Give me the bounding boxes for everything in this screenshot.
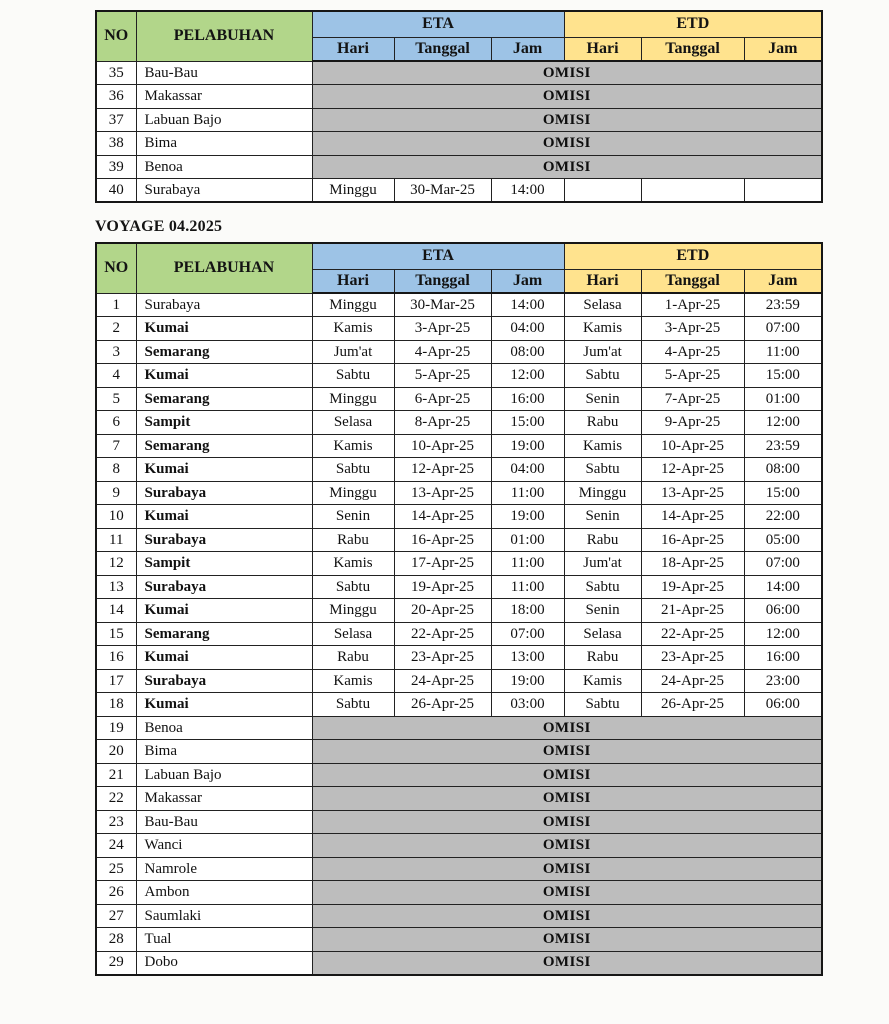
eta-jam-cell: 19:00	[491, 669, 564, 693]
row-number: 17	[96, 669, 136, 693]
port-name: Labuan Bajo	[136, 108, 312, 132]
eta-hari-cell: Senin	[312, 505, 394, 529]
etd-hari-cell	[564, 179, 641, 203]
port-name: Semarang	[136, 340, 312, 364]
eta-tanggal-cell: 20-Apr-25	[394, 599, 491, 623]
omisi-cell: OMISI	[312, 857, 822, 881]
etd-jam-cell: 16:00	[744, 646, 822, 670]
row-number: 20	[96, 740, 136, 764]
etd-tanggal-cell: 12-Apr-25	[641, 458, 744, 482]
table-row	[96, 387, 822, 411]
table-row	[96, 740, 822, 764]
table-row	[96, 317, 822, 341]
port-name: Kumai	[136, 317, 312, 341]
eta-hari-cell: Minggu	[312, 293, 394, 317]
voyage-04-rows	[96, 293, 822, 975]
table-row	[96, 622, 822, 646]
table-row	[96, 411, 822, 435]
port-name: Sampit	[136, 552, 312, 576]
table-row	[96, 85, 822, 109]
etd-tanggal-cell: 4-Apr-25	[641, 340, 744, 364]
omisi-cell: OMISI	[312, 928, 822, 952]
row-number: 6	[96, 411, 136, 435]
row-number: 25	[96, 857, 136, 881]
table-row	[96, 951, 822, 975]
port-name: Kumai	[136, 458, 312, 482]
port-name: Namrole	[136, 857, 312, 881]
row-number: 36	[96, 85, 136, 109]
row-number: 38	[96, 132, 136, 156]
etd-jam-cell: 14:00	[744, 575, 822, 599]
table-row	[96, 155, 822, 179]
col-header-eta-hari: Hari	[312, 269, 394, 293]
eta-hari-cell: Kamis	[312, 434, 394, 458]
omisi-cell: OMISI	[312, 85, 822, 109]
eta-tanggal-cell: 17-Apr-25	[394, 552, 491, 576]
etd-jam-cell: 06:00	[744, 693, 822, 717]
eta-hari-cell: Sabtu	[312, 458, 394, 482]
row-number: 15	[96, 622, 136, 646]
eta-hari-cell: Rabu	[312, 646, 394, 670]
eta-tanggal-cell: 26-Apr-25	[394, 693, 491, 717]
etd-hari-cell: Minggu	[564, 481, 641, 505]
eta-jam-cell: 14:00	[491, 293, 564, 317]
row-number: 23	[96, 810, 136, 834]
previous-voyage-rows	[96, 61, 822, 202]
row-number: 24	[96, 834, 136, 858]
col-group-etd: ETD	[564, 11, 822, 37]
eta-hari-cell: Sabtu	[312, 575, 394, 599]
etd-hari-cell: Senin	[564, 505, 641, 529]
voyage-04-2025-table	[95, 242, 823, 976]
port-name: Bima	[136, 740, 312, 764]
table-row	[96, 505, 822, 529]
etd-hari-cell: Jum'at	[564, 340, 641, 364]
port-name: Surabaya	[136, 528, 312, 552]
port-name: Kumai	[136, 364, 312, 388]
eta-tanggal-cell: 14-Apr-25	[394, 505, 491, 529]
row-number: 26	[96, 881, 136, 905]
row-number: 19	[96, 716, 136, 740]
etd-jam-cell: 15:00	[744, 364, 822, 388]
eta-tanggal-cell: 30-Mar-25	[394, 179, 491, 203]
omisi-cell: OMISI	[312, 834, 822, 858]
etd-tanggal-cell: 3-Apr-25	[641, 317, 744, 341]
col-header-eta-tanggal: Tanggal	[394, 37, 491, 61]
etd-tanggal-cell: 23-Apr-25	[641, 646, 744, 670]
etd-hari-cell: Jum'at	[564, 552, 641, 576]
port-name: Ambon	[136, 881, 312, 905]
row-number: 13	[96, 575, 136, 599]
etd-hari-cell: Kamis	[564, 434, 641, 458]
eta-tanggal-cell: 23-Apr-25	[394, 646, 491, 670]
row-number: 9	[96, 481, 136, 505]
eta-tanggal-cell: 22-Apr-25	[394, 622, 491, 646]
etd-tanggal-cell: 16-Apr-25	[641, 528, 744, 552]
port-name: Kumai	[136, 599, 312, 623]
col-header-pelabuhan: PELABUHAN	[136, 11, 312, 61]
voyage-number-heading: VOYAGE 04.2025	[95, 218, 223, 235]
etd-tanggal-cell: 1-Apr-25	[641, 293, 744, 317]
eta-hari-cell: Minggu	[312, 481, 394, 505]
port-name: Wanci	[136, 834, 312, 858]
port-name: Surabaya	[136, 179, 312, 203]
eta-tanggal-cell: 19-Apr-25	[394, 575, 491, 599]
omisi-cell: OMISI	[312, 763, 822, 787]
etd-hari-cell: Rabu	[564, 411, 641, 435]
table-row	[96, 834, 822, 858]
row-number: 37	[96, 108, 136, 132]
port-name: Sampit	[136, 411, 312, 435]
eta-tanggal-cell: 4-Apr-25	[394, 340, 491, 364]
etd-jam-cell: 12:00	[744, 411, 822, 435]
table-row	[96, 787, 822, 811]
eta-jam-cell: 11:00	[491, 575, 564, 599]
col-header-no: NO	[96, 11, 136, 61]
eta-hari-cell: Selasa	[312, 411, 394, 435]
row-number: 40	[96, 179, 136, 203]
omisi-cell: OMISI	[312, 904, 822, 928]
port-name: Surabaya	[136, 669, 312, 693]
table-row	[96, 528, 822, 552]
etd-tanggal-cell: 19-Apr-25	[641, 575, 744, 599]
omisi-cell: OMISI	[312, 155, 822, 179]
row-number: 12	[96, 552, 136, 576]
etd-tanggal-cell: 13-Apr-25	[641, 481, 744, 505]
etd-jam-cell: 08:00	[744, 458, 822, 482]
etd-jam-cell: 05:00	[744, 528, 822, 552]
eta-jam-cell: 15:00	[491, 411, 564, 435]
row-number: 35	[96, 61, 136, 85]
etd-tanggal-cell	[641, 179, 744, 203]
etd-jam-cell: 23:59	[744, 293, 822, 317]
table-row	[96, 646, 822, 670]
etd-hari-cell: Selasa	[564, 293, 641, 317]
omisi-cell: OMISI	[312, 716, 822, 740]
etd-tanggal-cell: 18-Apr-25	[641, 552, 744, 576]
row-number: 14	[96, 599, 136, 623]
port-name: Surabaya	[136, 481, 312, 505]
eta-hari-cell: Minggu	[312, 179, 394, 203]
table-row	[96, 552, 822, 576]
etd-tanggal-cell: 14-Apr-25	[641, 505, 744, 529]
omisi-cell: OMISI	[312, 951, 822, 975]
row-number: 3	[96, 340, 136, 364]
etd-jam-cell: 11:00	[744, 340, 822, 364]
port-name: Benoa	[136, 716, 312, 740]
col-header-etd-tanggal: Tanggal	[641, 37, 744, 61]
port-name: Makassar	[136, 85, 312, 109]
table-row	[96, 904, 822, 928]
port-name: Semarang	[136, 387, 312, 411]
table-row	[96, 481, 822, 505]
etd-tanggal-cell: 24-Apr-25	[641, 669, 744, 693]
col-header-eta-jam: Jam	[491, 269, 564, 293]
eta-jam-cell: 12:00	[491, 364, 564, 388]
eta-hari-cell: Jum'at	[312, 340, 394, 364]
eta-hari-cell: Kamis	[312, 317, 394, 341]
table-row	[96, 458, 822, 482]
port-name: Bima	[136, 132, 312, 156]
row-number: 1	[96, 293, 136, 317]
port-name: Labuan Bajo	[136, 763, 312, 787]
etd-hari-cell: Sabtu	[564, 575, 641, 599]
table-row	[96, 364, 822, 388]
etd-hari-cell: Sabtu	[564, 364, 641, 388]
col-header-etd-jam: Jam	[744, 269, 822, 293]
etd-jam-cell: 01:00	[744, 387, 822, 411]
col-header-etd-tanggal: Tanggal	[641, 269, 744, 293]
etd-hari-cell: Senin	[564, 599, 641, 623]
eta-tanggal-cell: 12-Apr-25	[394, 458, 491, 482]
eta-hari-cell: Sabtu	[312, 364, 394, 388]
eta-jam-cell: 18:00	[491, 599, 564, 623]
eta-jam-cell: 07:00	[491, 622, 564, 646]
row-number: 18	[96, 693, 136, 717]
eta-jam-cell: 03:00	[491, 693, 564, 717]
port-name: Dobo	[136, 951, 312, 975]
eta-jam-cell: 11:00	[491, 552, 564, 576]
port-name: Kumai	[136, 646, 312, 670]
col-header-etd-hari: Hari	[564, 37, 641, 61]
etd-tanggal-cell: 9-Apr-25	[641, 411, 744, 435]
col-group-etd: ETD	[564, 243, 822, 269]
etd-hari-cell: Rabu	[564, 646, 641, 670]
table-row	[96, 857, 822, 881]
port-name: Bau-Bau	[136, 810, 312, 834]
omisi-cell: OMISI	[312, 787, 822, 811]
eta-hari-cell: Sabtu	[312, 693, 394, 717]
etd-tanggal-cell: 26-Apr-25	[641, 693, 744, 717]
port-name: Saumlaki	[136, 904, 312, 928]
port-name: Tual	[136, 928, 312, 952]
col-header-eta-jam: Jam	[491, 37, 564, 61]
omisi-cell: OMISI	[312, 810, 822, 834]
etd-hari-cell: Kamis	[564, 317, 641, 341]
col-group-eta: ETA	[312, 11, 564, 37]
omisi-cell: OMISI	[312, 881, 822, 905]
eta-hari-cell: Kamis	[312, 669, 394, 693]
etd-jam-cell: 12:00	[744, 622, 822, 646]
etd-hari-cell: Senin	[564, 387, 641, 411]
etd-jam-cell: 22:00	[744, 505, 822, 529]
etd-jam-cell: 07:00	[744, 552, 822, 576]
etd-tanggal-cell: 7-Apr-25	[641, 387, 744, 411]
etd-tanggal-cell: 22-Apr-25	[641, 622, 744, 646]
eta-hari-cell: Rabu	[312, 528, 394, 552]
etd-jam-cell: 15:00	[744, 481, 822, 505]
table-row	[96, 693, 822, 717]
etd-jam-cell: 07:00	[744, 317, 822, 341]
etd-hari-cell: Sabtu	[564, 693, 641, 717]
table-row	[96, 340, 822, 364]
eta-hari-cell: Minggu	[312, 387, 394, 411]
port-name: Semarang	[136, 434, 312, 458]
row-number: 27	[96, 904, 136, 928]
eta-jam-cell: 19:00	[491, 434, 564, 458]
omisi-cell: OMISI	[312, 740, 822, 764]
row-number: 21	[96, 763, 136, 787]
table-row	[96, 575, 822, 599]
row-number: 10	[96, 505, 136, 529]
etd-tanggal-cell: 10-Apr-25	[641, 434, 744, 458]
etd-hari-cell: Sabtu	[564, 458, 641, 482]
row-number: 11	[96, 528, 136, 552]
table-row	[96, 599, 822, 623]
etd-jam-cell: 23:59	[744, 434, 822, 458]
row-number: 39	[96, 155, 136, 179]
eta-jam-cell: 01:00	[491, 528, 564, 552]
table-row	[96, 669, 822, 693]
table-row	[96, 881, 822, 905]
port-name: Kumai	[136, 505, 312, 529]
etd-jam-cell	[744, 179, 822, 203]
table-row	[96, 61, 822, 85]
table-row	[96, 763, 822, 787]
table-header	[96, 243, 822, 293]
row-number: 28	[96, 928, 136, 952]
eta-jam-cell: 11:00	[491, 481, 564, 505]
table-row	[96, 928, 822, 952]
col-header-pelabuhan: PELABUHAN	[136, 243, 312, 293]
eta-jam-cell: 13:00	[491, 646, 564, 670]
eta-tanggal-cell: 30-Mar-25	[394, 293, 491, 317]
previous-voyage-table	[95, 10, 823, 203]
etd-hari-cell: Rabu	[564, 528, 641, 552]
eta-jam-cell: 04:00	[491, 317, 564, 341]
etd-tanggal-cell: 5-Apr-25	[641, 364, 744, 388]
eta-hari-cell: Kamis	[312, 552, 394, 576]
omisi-cell: OMISI	[312, 132, 822, 156]
row-number: 22	[96, 787, 136, 811]
col-header-etd-hari: Hari	[564, 269, 641, 293]
table-header	[96, 11, 822, 61]
col-header-no: NO	[96, 243, 136, 293]
col-header-eta-tanggal: Tanggal	[394, 269, 491, 293]
row-number: 8	[96, 458, 136, 482]
etd-jam-cell: 06:00	[744, 599, 822, 623]
table-row	[96, 132, 822, 156]
table-row	[96, 293, 822, 317]
eta-jam-cell: 04:00	[491, 458, 564, 482]
eta-tanggal-cell: 8-Apr-25	[394, 411, 491, 435]
omisi-cell: OMISI	[312, 108, 822, 132]
row-number: 7	[96, 434, 136, 458]
port-name: Surabaya	[136, 575, 312, 599]
etd-hari-cell: Selasa	[564, 622, 641, 646]
port-name: Kumai	[136, 693, 312, 717]
eta-tanggal-cell: 3-Apr-25	[394, 317, 491, 341]
port-name: Bau-Bau	[136, 61, 312, 85]
eta-tanggal-cell: 5-Apr-25	[394, 364, 491, 388]
eta-hari-cell: Minggu	[312, 599, 394, 623]
eta-hari-cell: Selasa	[312, 622, 394, 646]
col-header-eta-hari: Hari	[312, 37, 394, 61]
eta-jam-cell: 19:00	[491, 505, 564, 529]
table-row	[96, 108, 822, 132]
port-name: Surabaya	[136, 293, 312, 317]
row-number: 4	[96, 364, 136, 388]
table-row	[96, 716, 822, 740]
col-group-eta: ETA	[312, 243, 564, 269]
row-number: 5	[96, 387, 136, 411]
eta-tanggal-cell: 6-Apr-25	[394, 387, 491, 411]
eta-jam-cell: 16:00	[491, 387, 564, 411]
eta-tanggal-cell: 10-Apr-25	[394, 434, 491, 458]
eta-jam-cell: 14:00	[491, 179, 564, 203]
eta-tanggal-cell: 16-Apr-25	[394, 528, 491, 552]
port-name: Semarang	[136, 622, 312, 646]
table-row	[96, 179, 822, 203]
port-name: Benoa	[136, 155, 312, 179]
eta-tanggal-cell: 24-Apr-25	[394, 669, 491, 693]
table-row	[96, 434, 822, 458]
col-header-etd-jam: Jam	[744, 37, 822, 61]
etd-hari-cell: Kamis	[564, 669, 641, 693]
table-row	[96, 810, 822, 834]
etd-tanggal-cell: 21-Apr-25	[641, 599, 744, 623]
etd-jam-cell: 23:00	[744, 669, 822, 693]
row-number: 2	[96, 317, 136, 341]
port-name: Makassar	[136, 787, 312, 811]
omisi-cell: OMISI	[312, 61, 822, 85]
eta-jam-cell: 08:00	[491, 340, 564, 364]
row-number: 29	[96, 951, 136, 975]
eta-tanggal-cell: 13-Apr-25	[394, 481, 491, 505]
row-number: 16	[96, 646, 136, 670]
